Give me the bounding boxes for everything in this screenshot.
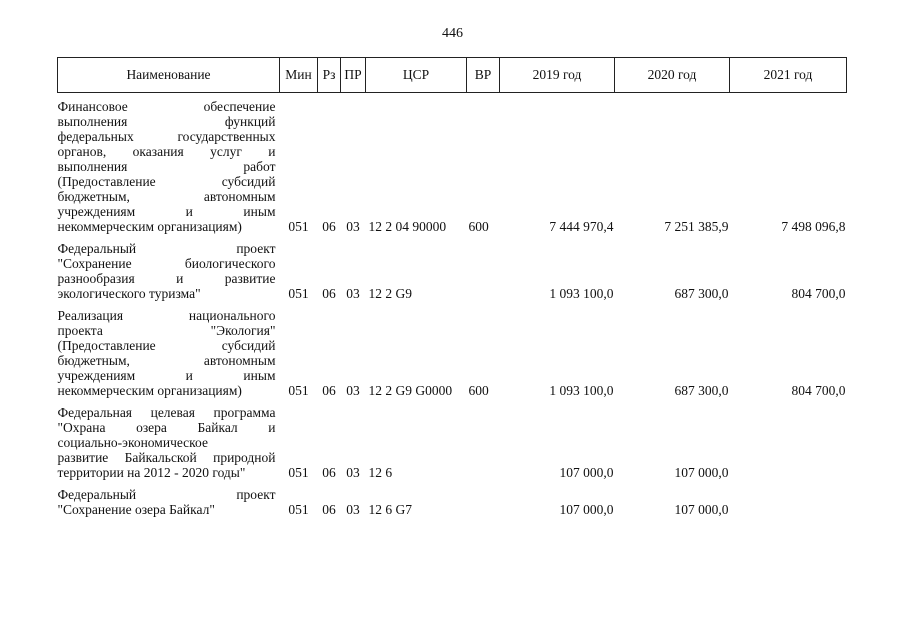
header-csr: ЦСР [366, 58, 467, 93]
row-name-line: Финансовое обеспечение [57, 99, 276, 114]
row-2019: 1 093 100,0 [549, 383, 614, 398]
row-name-line: "Охрана озера Байкал и [57, 420, 276, 435]
row-name-line: "Сохранение биологического [57, 256, 276, 271]
row-2020: 687 300,0 [674, 286, 729, 301]
row-min: 051 [288, 383, 309, 398]
row-name-line: развитие Байкальской природной [57, 450, 276, 465]
row-rz: 06 [322, 383, 336, 398]
row-2020: 7 251 385,9 [664, 219, 729, 234]
header-2020: 2020 год [615, 58, 730, 93]
row-pr: 03 [346, 383, 360, 398]
row-name-line: (Предоставление субсидий [57, 174, 276, 189]
row-rz: 06 [322, 502, 336, 517]
row-vr [467, 480, 500, 517]
row-rz: 06 [322, 465, 336, 480]
row-2019: 7 444 970,4 [549, 219, 614, 234]
row-name-line: федеральных государственных [57, 129, 276, 144]
row-name [58, 398, 280, 480]
row-name-line: некоммерческим организациям) [57, 219, 242, 234]
row-name-line: органов, оказания услуг и [57, 144, 276, 159]
row-min: 051 [288, 502, 309, 517]
table-row [58, 234, 847, 301]
row-csr: 12 6 G7 [368, 502, 412, 517]
table-row [58, 398, 847, 480]
row-name-line: социально-экономическое [57, 435, 208, 450]
row-pr: 03 [346, 219, 360, 234]
row-pr: 03 [346, 502, 360, 517]
row-vr: 600 [468, 219, 489, 234]
row-name-line: бюджетным, автономным [57, 353, 276, 368]
row-2020: 107 000,0 [674, 502, 729, 517]
row-2020: 107 000,0 [674, 465, 729, 480]
header-name: Наименование [58, 58, 280, 93]
row-2021 [730, 480, 847, 517]
row-2021: 7 498 096,8 [781, 219, 846, 234]
row-csr: 12 2 04 90000 [368, 219, 447, 234]
row-name-line: Реализация национального [57, 308, 276, 323]
table-row [58, 93, 847, 235]
row-name-line: Федеральная целевая программа [57, 405, 276, 420]
row-2021: 804 700,0 [791, 383, 846, 398]
row-name-line: Федеральный проект [57, 487, 276, 502]
row-name [58, 480, 280, 517]
row-2019: 1 093 100,0 [549, 286, 614, 301]
row-vr [467, 398, 500, 480]
row-name-line: экологического туризма" [57, 286, 201, 301]
row-min: 051 [288, 465, 309, 480]
row-pr: 03 [346, 286, 360, 301]
row-2020: 687 300,0 [674, 383, 729, 398]
row-name [58, 93, 280, 235]
row-min: 051 [288, 219, 309, 234]
row-name [58, 301, 280, 398]
row-vr [467, 234, 500, 301]
row-rz: 06 [322, 219, 336, 234]
row-name-line: бюджетным, автономным [57, 189, 276, 204]
row-rz: 06 [322, 286, 336, 301]
row-name-line: учреждениям и иным [57, 204, 276, 219]
row-name-line: выполнения работ [57, 159, 276, 174]
row-vr: 600 [468, 383, 489, 398]
table-row [58, 301, 847, 398]
row-name-line: выполнения функций [57, 114, 276, 129]
header-min: Мин [280, 58, 318, 93]
table-body [58, 93, 847, 518]
header-pr: ПР [341, 58, 366, 93]
row-2021 [730, 398, 847, 480]
row-name-line: разнообразия и развитие [57, 271, 276, 286]
row-name-line: (Предоставление субсидий [57, 338, 276, 353]
row-2021: 804 700,0 [791, 286, 846, 301]
row-name-line: учреждениям и иным [57, 368, 276, 383]
row-pr: 03 [346, 465, 360, 480]
row-name [58, 234, 280, 301]
row-2019: 107 000,0 [559, 502, 614, 517]
table-header-row [58, 58, 847, 93]
page-number: 446 [442, 26, 463, 41]
budget-table [57, 57, 847, 517]
header-2019: 2019 год [500, 58, 615, 93]
header-vr: ВР [467, 58, 500, 93]
row-name-line: Федеральный проект [57, 241, 276, 256]
row-name-line: проекта "Экология" [57, 323, 276, 338]
header-2021: 2021 год [730, 58, 847, 93]
table-row [58, 480, 847, 517]
header-rz: Рз [318, 58, 341, 93]
row-csr: 12 2 G9 [368, 286, 412, 301]
row-name-line: территории на 2012 - 2020 годы" [57, 465, 246, 480]
row-name-line: "Сохранение озера Байкал" [57, 502, 215, 517]
row-name-line: некоммерческим организациям) [57, 383, 242, 398]
row-csr: 12 2 G9 G0000 [368, 383, 453, 398]
row-csr: 12 6 [368, 465, 393, 480]
row-2019: 107 000,0 [559, 465, 614, 480]
row-min: 051 [288, 286, 309, 301]
